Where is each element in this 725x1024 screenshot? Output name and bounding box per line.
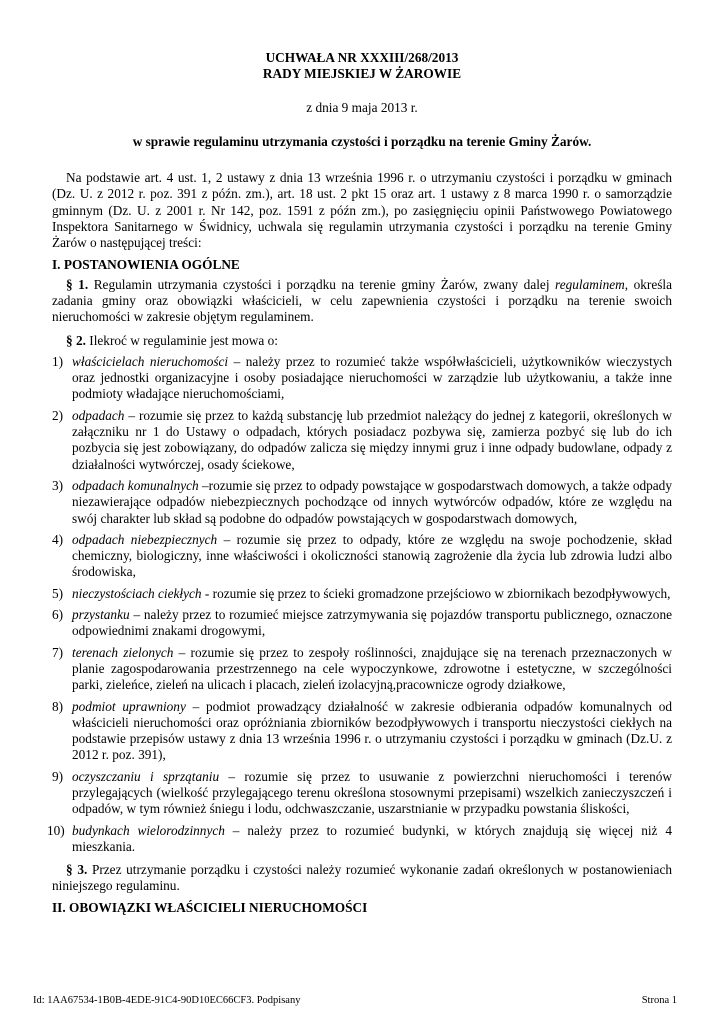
definition-item	[52, 645, 672, 694]
item-number: 4)	[52, 531, 64, 547]
definition-term: odpadach komunalnych	[72, 477, 199, 493]
definition-term: budynkach wielorodzinnych	[72, 822, 225, 838]
definition-term: podmiot uprawniony	[72, 698, 186, 714]
paragraph-text: Ilekroć w regulaminie jest mowa o:	[85, 332, 278, 348]
definition-term: terenach zielonych	[72, 644, 174, 660]
paragraph-text: , określa zadania gminy oraz obowiązki właścicieli, w celu zapewnienia czystości i porządku na terenie swoich nieruchomości w zakresie objętym regulaminem.	[52, 276, 672, 325]
paragraph-mark: § 2.	[66, 332, 86, 348]
definition-text: – należy przez to rozumieć także współwłaścicieli, użytkowników wieczystych oraz jednostki organizacyjne i osoby posiadające nieruchomości w zarządzie lub użytkowaniu, a także inne podmioty władające nieruchomościami,	[72, 353, 672, 402]
resolution-subject: w sprawie regulaminu utrzymania czystości i porządku na terenie Gminy Żarów.	[132, 133, 592, 149]
definition-text: – rozumie się przez to zespoły roślinności, znajdujące się na terenach przeznaczonych w planie zagospodarowania przestrzennego na cele wypoczynkowe, zdrowotne i estetyczne, w szczególności parki, zieleńce, zieleń na ulicach i placach, zieleń izolacyjną,pracownicze ogrody działkowe,	[72, 644, 672, 693]
definition-item	[52, 532, 672, 581]
item-number: 8)	[52, 698, 64, 714]
paragraph-text: Regulamin utrzymania czystości i porządku na terenie gminy Żarów, zwany dalej	[88, 276, 556, 292]
item-number: 3)	[52, 477, 64, 493]
definition-term: przystanku	[72, 607, 130, 623]
paragraph-1	[52, 277, 672, 326]
definition-item	[52, 354, 672, 403]
definition-text: – należy przez to rozumieć miejsce zatrzymywania się pojazdów transportu publicznego, oznaczone odpowiednimi znakami drogowymi,	[72, 607, 672, 639]
item-number: 10)	[47, 822, 65, 838]
definition-text: –rozumie się przez to odpady powstające w gospodarstwach domowych, a także odpady niezawierające odpadów niebezpiecznych pochodzące od innych wytwórców odpadów, które ze względu na swój charakter lub skład są podobne do odpadów powstających w gospodarstwach domowych,	[72, 477, 672, 526]
item-number: 2)	[52, 407, 64, 423]
definition-item	[52, 586, 672, 602]
paragraph-mark: § 3.	[66, 862, 88, 878]
definition-item	[52, 607, 672, 640]
definition-item	[47, 822, 673, 856]
definition-term: nieczystościach ciekłych	[72, 585, 202, 601]
item-number: 9)	[52, 768, 64, 784]
paragraph-mark: § 1.	[66, 276, 89, 292]
section-heading-general-provisions: I. POSTANOWIENIA OGÓLNE	[52, 256, 240, 272]
definition-text: – należy przez to rozumieć budynki, w których znajdują się więcej niż 4 mieszkania.	[72, 822, 673, 854]
definition-term: odpadach	[72, 407, 125, 423]
definition-term: odpadach niebezpiecznych	[72, 531, 218, 547]
definitions-list	[47, 353, 673, 855]
paragraph-text: Przez utrzymanie porządku i czystości należy rozumieć wykonanie zadań określonych w postanowieniach niniejszego regulaminu.	[52, 862, 672, 894]
definition-text: - rozumie się przez to ścieki gromadzone przejściowo w zbiornikach bezodpływowych,	[201, 585, 671, 601]
resolution-date: z dnia 9 maja 2013 r.	[306, 99, 418, 115]
item-number: 7)	[52, 644, 64, 660]
definition-item	[52, 699, 672, 764]
definition-text: – podmiot prowadzący działalność w zakresie odbierania odpadów komunalnych od właścicieli nieruchomości oraz opróżniania zbiorników bezodpływowych i transportu nieczystości ciekłych na podstawie przepisów ustawy z dnia 13 września 1996 r. o utrzymaniu czystości i porządku w gminach (Dz.U. z 2012 r. poz. 391),	[72, 698, 672, 763]
paragraph-3	[52, 862, 672, 895]
item-number: 5)	[52, 585, 64, 601]
definition-term: właścicielach nieruchomości	[72, 353, 229, 369]
legal-basis-paragraph: Na podstawie art. 4 ust. 1, 2 ustawy z dnia 13 września 1996 r. o utrzymaniu czystości i porządku w gminach (Dz. U. z 2012 r. poz. 391 z późn. zm.), art. 18 ust. 2 pkt 15 oraz art. 1 ustawy z 8 marca 1990 r. o samorządzie gminnym (Dz. U. z 2001 r. Nr 142, poz. 1591 z późn zm.), po zasięgnięciu opinii Państwowego Powiatowego Inspektora Sanitarnego w Świdnicy, uchwala się regulamin utrzymania czystości i porządku na terenie Gminy Żarów o następującej treści:	[52, 170, 672, 251]
definition-item	[52, 769, 672, 818]
footer-page-number: Strona 1	[641, 995, 677, 1006]
definition-text: – rozumie się przez to każdą substancję lub przedmiot należący do jednej z kategorii, określonych w załączniku nr 1 do Ustawy o odpadach, których posiadacz pozbywa się, zamierza pozbyć się lub do ich pozbycia się jest zobowiązany, do odpadów zalicza się między innymi gruz i inne odpady budowlane, odpady z działalności wytwórczej, osady ściekowe,	[72, 407, 672, 472]
footer-document-id: Id: 1AA67534-1B0B-4EDE-91C4-90D10EC66CF3. Podpisany	[33, 995, 301, 1006]
definition-item	[52, 408, 672, 473]
resolution-number: UCHWAŁA NR XXXIII/268/2013	[265, 50, 459, 65]
item-number: 6)	[52, 607, 64, 623]
council-name: RADY MIEJSKIEJ W ŻAROWIE	[262, 66, 462, 82]
definition-text: – rozumie się przez to usuwanie z powierzchni nieruchomości i terenów przylegających (wielkość przylegającego terenu określona stosownymi przepisami) wszelkich zanieczyszczeń i odpadów, w tym również śniegu i lodu, odchwaszczanie, uszarstnianie w przypadku powstania śliskości,	[72, 768, 672, 817]
item-number: 1)	[52, 353, 64, 369]
paragraph-2	[52, 333, 672, 349]
definition-item	[52, 478, 672, 527]
document-page	[47, 50, 673, 917]
definition-term: oczyszczaniu i sprzątaniu	[72, 768, 220, 784]
definition-text: – rozumie się przez to odpady, które ze względu na swoje pochodzenie, skład chemiczny, biologiczny, inne właściwości i okoliczności stanowią zagrożenie dla życia lub zdrowia ludzi albo środowiska,	[72, 531, 672, 580]
section-heading-owner-obligations: II. OBOWIĄZKI WŁAŚCICIELI NIERUCHOMOŚCI	[52, 899, 368, 915]
defined-term: regulaminem	[555, 276, 625, 292]
